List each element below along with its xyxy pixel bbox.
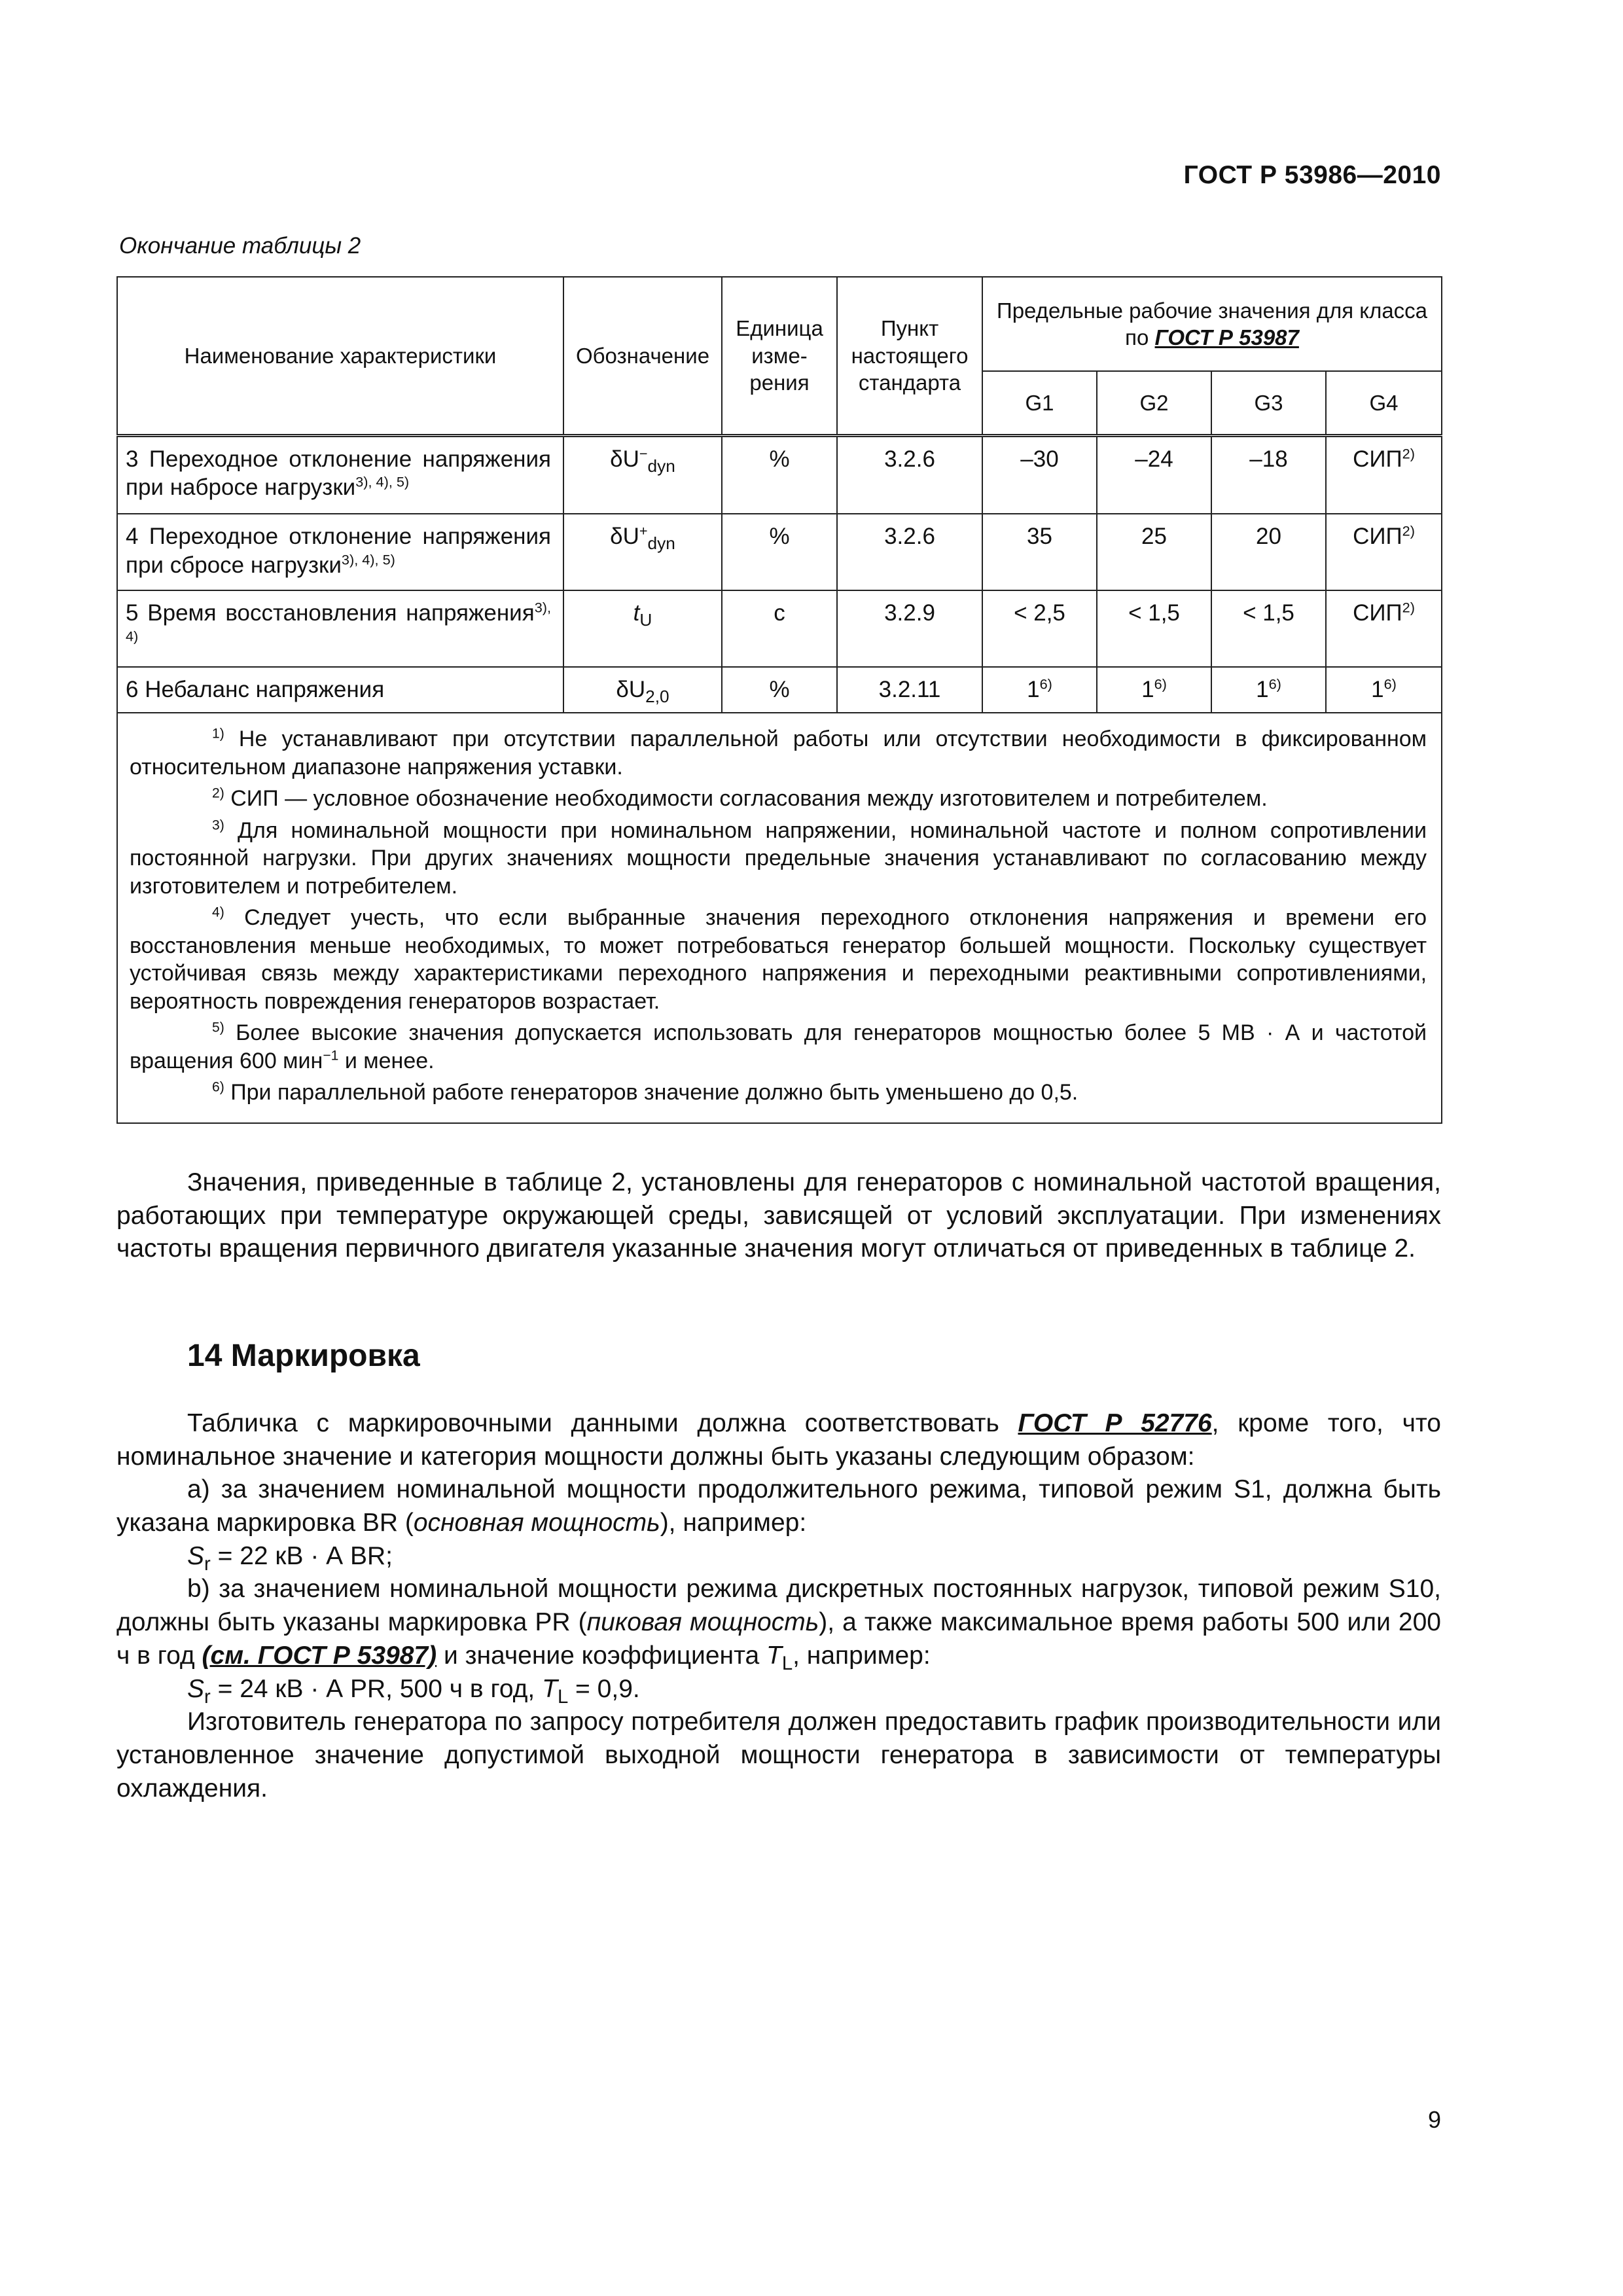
row-g2: –24 bbox=[1097, 435, 1211, 514]
row-g3: –18 bbox=[1211, 435, 1326, 514]
table-row bbox=[117, 435, 1442, 514]
header-symbol: Обозначение bbox=[563, 277, 722, 435]
row-symbol: $\delta U^+_{dyn}$ bbox=[563, 514, 722, 590]
row-g1: 1$^{6)}$ bbox=[982, 667, 1097, 713]
row-clause: 3.2.6 bbox=[837, 435, 982, 514]
row-unit: % bbox=[722, 514, 837, 590]
row-g1: 35 bbox=[982, 514, 1097, 590]
row-g1: < 2,5 bbox=[982, 590, 1097, 667]
row-unit: с bbox=[722, 590, 837, 667]
gost-53987-link[interactable]: ГОСТ Р 53987 bbox=[1154, 325, 1299, 350]
row-g4: СИП$^{2)}$ bbox=[1326, 590, 1442, 667]
row-name: 6 Небаланс напряжения bbox=[117, 667, 563, 713]
row-name: 5 Время восстановления напряжения$^{3), 4)}$ bbox=[117, 590, 563, 667]
footnote: $^{1)}$ Не устанавливают при отсутствии параллельной работы или отсутствии необходимости в фиксированном относительном диапазоне напряжения уставки. bbox=[130, 726, 1427, 780]
row-name: 3 Переходное отклонение напряжения при набросе нагрузки$^{3), 4), 5)}$ bbox=[117, 435, 563, 514]
header-class-g4: G4 bbox=[1326, 371, 1442, 435]
footnote: $^{3)}$ Для номинальной мощности при номинальном напряжении, номинальной частоте и полном сопротивлении постоянной нагрузки. При других значениях мощности предельные значения устанавливают по согласованию между изготовителем и потребителем. bbox=[130, 817, 1427, 899]
header-name: Наименование характеристики bbox=[117, 277, 563, 435]
row-symbol: $t_U$ bbox=[563, 590, 722, 667]
header-class-g1: G1 bbox=[982, 371, 1097, 435]
table-row bbox=[117, 667, 1442, 713]
row-g1: –30 bbox=[982, 435, 1097, 514]
row-g3: 1$^{6)}$ bbox=[1211, 667, 1326, 713]
footnote: $^{6)}$ При параллельной работе генераторов значение должно быть уменьшено до 0,5. bbox=[212, 1079, 1079, 1105]
formula-2: $S_r = 24$ кВ · А PR, 500 ч в год, $T_L = 0,9$. bbox=[187, 1674, 640, 1708]
row-g4: СИП$^{2)}$ bbox=[1326, 435, 1442, 514]
row-clause: 3.2.9 bbox=[837, 590, 982, 667]
header-limits-text: Предельные рабочие значения для класса по bbox=[996, 298, 1428, 350]
row-g3: 20 bbox=[1211, 514, 1326, 590]
paragraph-after-table: Значения, приведенные в таблице 2, установлены для генераторов с номинальной частотой вращения, работающих при температуре окружающей среды, зависящей от условий эксплуатации. При изменениях частоты вращения первичного двигателя указанные значения могут отличаться от приведенных в таблице 2. bbox=[116, 1168, 1441, 1263]
page-number: 9 bbox=[1427, 2106, 1441, 2133]
row-g2: 1$^{6)}$ bbox=[1097, 667, 1211, 713]
section-heading: 14 Маркировка bbox=[187, 1338, 420, 1373]
table-2 bbox=[116, 276, 1442, 1124]
row-g4: СИП$^{2)}$ bbox=[1326, 514, 1442, 590]
row-clause: 3.2.6 bbox=[837, 514, 982, 590]
item-b: b) за значением номинальной мощности режима дискретных постоянных нагрузок, типовой режим S10, должны быть указаны маркировка PR (пиковая мощность), а также максимальное время работы 500 или 200 ч в год (см. ГОСТ Р 53987) и значение коэффициента $T_L$, например: bbox=[116, 1575, 1441, 1674]
paragraph: Табличка с маркировочными данными должна соответствовать ГОСТ Р 52776, кроме того, что номинальное значение и категория мощности должны быть указаны следующим образом: bbox=[116, 1409, 1441, 1471]
footnote: $^{5)}$ Более высокие значения допускается использовать для генераторов мощностью более 5 МВ · А и частотой вращения 600 мин$^{-1}$ и менее. bbox=[130, 1020, 1427, 1073]
header-clause: Пункт настоящего стандарта bbox=[837, 277, 982, 435]
table-row bbox=[117, 514, 1442, 590]
gost-53987-ref-link[interactable]: (см. ГОСТ Р 53987) bbox=[202, 1641, 437, 1670]
header-unit: Единица изме- рения bbox=[722, 277, 837, 435]
row-g2: 25 bbox=[1097, 514, 1211, 590]
header-limits bbox=[982, 277, 1442, 371]
row-unit: % bbox=[722, 667, 837, 713]
row-symbol: $\delta U_{2,0}$ bbox=[563, 667, 722, 713]
formula-1: $S_r = 22$ кВ · А BR; bbox=[187, 1541, 393, 1575]
row-g4: 1$^{6)}$ bbox=[1326, 667, 1442, 713]
footnote: $^{4)}$ Следует учесть, что если выбранные значения переходного отклонения напряжения и времени его восстановления меньше необходимых, то может потребоваться генератор большей мощности. Поскольку существует устойчивая связь между характеристиками переходного напряжения и переходными реактивными сопротивлениями, вероятность повреждения генераторов возрастает. bbox=[130, 905, 1427, 1014]
row-clause: 3.2.11 bbox=[837, 667, 982, 713]
table-caption: Окончание таблицы 2 bbox=[119, 233, 361, 259]
header-class-g3: G3 bbox=[1211, 371, 1326, 435]
table-footnotes bbox=[117, 713, 1442, 1123]
header-class-g2: G2 bbox=[1097, 371, 1211, 435]
document-id: ГОСТ Р 53986—2010 bbox=[1183, 161, 1441, 189]
item-a: а) за значением номинальной мощности продолжительного режима, типовой режим S1, должна быть указана маркировка BR (основная мощность), например: bbox=[116, 1475, 1441, 1537]
footnote: $^{2)}$ СИП — условное обозначение необходимости согласования между изготовителем и потребителем. bbox=[212, 785, 1268, 811]
row-g3: < 1,5 bbox=[1211, 590, 1326, 667]
section-body bbox=[116, 1407, 1441, 1805]
gost-52776-link[interactable]: ГОСТ Р 52776 bbox=[1018, 1409, 1212, 1437]
row-symbol: $\delta U^-_{dyn}$ bbox=[563, 435, 722, 514]
row-unit: % bbox=[722, 435, 837, 514]
row-name: 4 Переходное отклонение напряжения при сбросе нагрузки$^{3), 4), 5)}$ bbox=[117, 514, 563, 590]
paragraph: Изготовитель генератора по запросу потребителя должен предоставить график производительности или установленное значение допустимой выходной мощности генератора в зависимости от температуры охлаждения. bbox=[116, 1708, 1441, 1803]
row-g2: < 1,5 bbox=[1097, 590, 1211, 667]
table-row bbox=[117, 590, 1442, 667]
